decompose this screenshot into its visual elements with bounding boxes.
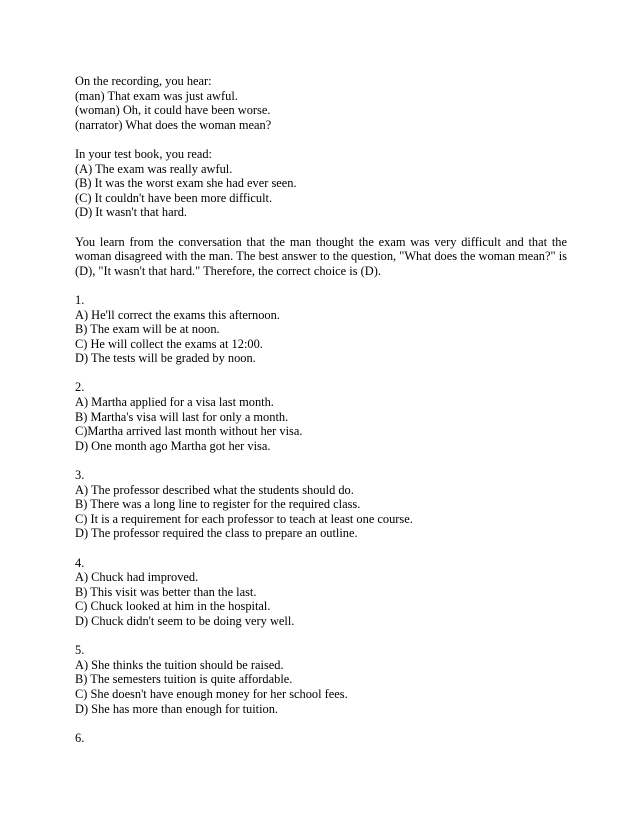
answer-option: A) Chuck had improved.: [75, 570, 199, 585]
answer-option: A) Martha applied for a visa last month.: [75, 395, 274, 410]
answer-option: B) The exam will be at noon.: [75, 322, 220, 337]
question-number: 5.: [75, 643, 85, 658]
answer-option: C)Martha arrived last month without her visa.: [75, 424, 303, 439]
answer-option: D) The tests will be graded by noon.: [75, 351, 256, 366]
test-book-line: In your test book, you read:: [75, 146, 212, 161]
answer-option: D) Chuck didn't seem to be doing very well.: [75, 613, 295, 628]
answer-option: A) He'll correct the exams this afternoon.: [75, 307, 280, 322]
answer-option: D) The professor required the class to prepare an outline.: [75, 526, 358, 541]
question-4: [75, 556, 575, 629]
explanation-block: [75, 235, 575, 279]
question-number: 4.: [75, 555, 85, 570]
answer-option: C) He will collect the exams at 12:00.: [75, 336, 263, 351]
answer-option: A) She thinks the tuition should be raised.: [75, 657, 284, 672]
recording-block: [75, 74, 575, 132]
question-1: [75, 293, 575, 366]
recording-line: On the recording, you hear:: [75, 74, 212, 88]
test-book-line: (D) It wasn't that hard.: [75, 205, 187, 220]
recording-line: (narrator) What does the woman mean?: [75, 117, 272, 132]
question-number: 2.: [75, 380, 85, 395]
test-book-block: [75, 147, 575, 220]
answer-option: C) Chuck looked at him in the hospital.: [75, 599, 271, 614]
answer-option: B) The semesters tuition is quite affordable.: [75, 672, 293, 687]
test-book-line: (C) It couldn't have been more difficult.: [75, 190, 273, 205]
question-2: [75, 380, 575, 453]
question-number: 3.: [75, 468, 85, 483]
answer-option: D) One month ago Martha got her visa.: [75, 438, 271, 453]
question-number: 6.: [75, 730, 85, 745]
answer-option: C) She doesn't have enough money for her school fees.: [75, 686, 348, 701]
question-6: [75, 731, 575, 746]
recording-line: (man) That exam was just awful.: [75, 88, 238, 103]
answer-option: D) She has more than enough for tuition.: [75, 701, 279, 716]
document-page: [75, 74, 575, 760]
answer-option: B) There was a long line to register for the required class.: [75, 497, 361, 512]
answer-option: C) It is a requirement for each professor to teach at least one course.: [75, 511, 413, 526]
answer-option: B) Martha's visa will last for only a month.: [75, 409, 289, 424]
recording-line: (woman) Oh, it could have been worse.: [75, 103, 271, 118]
answer-option: B) This visit was better than the last.: [75, 584, 257, 599]
question-5: [75, 643, 575, 716]
answer-option: A) The professor described what the students should do.: [75, 482, 354, 497]
test-book-line: (A) The exam was really awful.: [75, 161, 233, 176]
test-book-line: (B) It was the worst exam she had ever seen.: [75, 176, 297, 191]
explanation-paragraph: You learn from the conversation that the man thought the exam was very difficult and that the woman disagreed with the man. The best answer to the question, "What does the woman mean?" is (D), "It wasn't that hard." Therefore, the correct choice is (D).: [75, 234, 567, 278]
question-3: [75, 468, 575, 541]
question-number: 1.: [75, 292, 85, 307]
